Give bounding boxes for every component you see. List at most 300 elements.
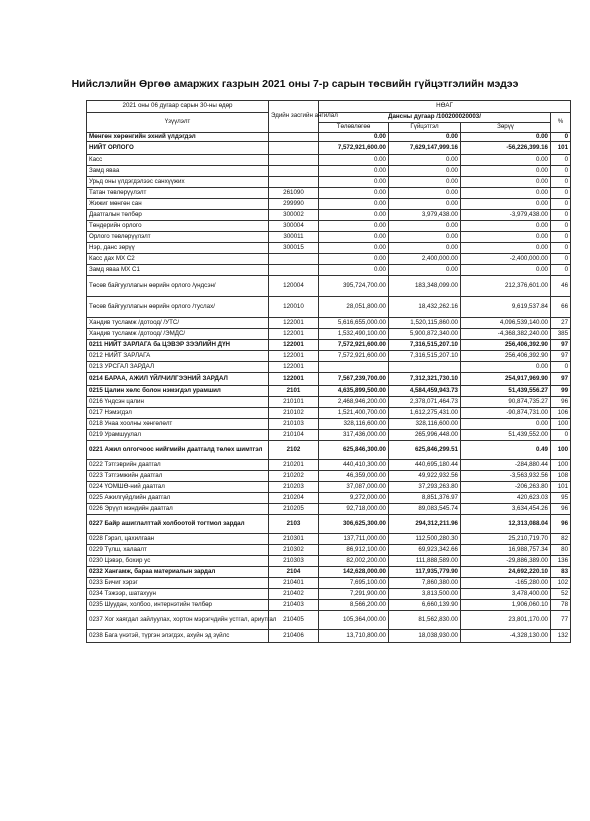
row-name: Орлого төвлөрүүлэлт: [87, 232, 269, 243]
row-diff: 24,692,220.10: [461, 567, 551, 578]
row-actual: 3,979,438.00: [389, 210, 461, 221]
row-pct: 385: [551, 329, 571, 340]
row-plan: 105,364,000.00: [319, 611, 389, 630]
row-code: 300004: [269, 221, 319, 232]
row-code: [269, 142, 319, 155]
row-name: Мөнгөн хөрөнгийн эхний үлдэгдэл: [87, 133, 269, 142]
table-row: [87, 188, 571, 199]
table-row: [87, 386, 571, 397]
row-plan: 7,572,921,600.00: [319, 340, 389, 351]
row-pct: 0: [551, 177, 571, 188]
account-header: Дансны дугаар /100200020003/: [319, 113, 551, 123]
row-pct: 97: [551, 373, 571, 386]
row-diff: 0.00: [461, 188, 551, 199]
row-plan: 0.00: [319, 155, 389, 166]
total-header: НӨАГ: [319, 101, 571, 113]
row-actual: 117,935,779.90: [389, 567, 461, 578]
table-row: [87, 177, 571, 188]
table-row: [87, 232, 571, 243]
row-code: 210405: [269, 611, 319, 630]
row-diff: 0.00: [461, 419, 551, 430]
row-plan: 0.00: [319, 243, 389, 254]
row-actual: 6,660,139.90: [389, 600, 461, 611]
row-code: 210402: [269, 589, 319, 600]
row-name: 0223 Тэтгэмжийн даатгал: [87, 471, 269, 482]
row-diff: 3,478,400.00: [461, 589, 551, 600]
row-code: 300015: [269, 243, 319, 254]
row-diff: 3,634,454.26: [461, 504, 551, 515]
code-header: Эдийн засгийн ангилал: [269, 101, 319, 133]
row-plan: 137,711,000.00: [319, 534, 389, 545]
row-plan: 0.00: [319, 166, 389, 177]
row-plan: [319, 362, 389, 373]
row-actual: 3,813,500.00: [389, 589, 461, 600]
row-name: Нэр, данс зөрүү: [87, 243, 269, 254]
row-actual: 7,629,147,999.16: [389, 142, 461, 155]
row-pct: 108: [551, 471, 571, 482]
table-row: [87, 578, 571, 589]
row-diff: 51,439,556.27: [461, 386, 551, 397]
row-plan: 142,628,000.00: [319, 567, 389, 578]
row-diff: -206,263.80: [461, 482, 551, 493]
row-actual: 0.00: [389, 243, 461, 254]
row-name: 0233 Бичиг хэрэг: [87, 578, 269, 589]
row-code: [269, 177, 319, 188]
row-plan: 625,846,300.00: [319, 441, 389, 460]
row-diff: 9,619,537.84: [461, 297, 551, 318]
row-pct: 102: [551, 578, 571, 589]
table-row: [87, 142, 571, 155]
row-plan: 37,087,000.00: [319, 482, 389, 493]
row-pct: 80: [551, 545, 571, 556]
row-code: 210204: [269, 493, 319, 504]
row-actual: 0.00: [389, 133, 461, 142]
row-plan: 7,291,900.00: [319, 589, 389, 600]
row-diff: -3,563,932.56: [461, 471, 551, 482]
row-pct: 96: [551, 397, 571, 408]
row-code: 122001: [269, 351, 319, 362]
row-code: 210205: [269, 504, 319, 515]
row-pct: 0: [551, 362, 571, 373]
row-pct: 0: [551, 254, 571, 265]
row-pct: 0: [551, 210, 571, 221]
row-code: 300002: [269, 210, 319, 221]
row-diff: -3,979,438.00: [461, 210, 551, 221]
table-row: [87, 276, 571, 297]
row-actual: 49,922,932.56: [389, 471, 461, 482]
row-plan: 0.00: [319, 221, 389, 232]
row-diff: 51,439,552.00: [461, 430, 551, 441]
row-diff: 1,906,060.10: [461, 600, 551, 611]
row-name: 0211 НИЙТ ЗАРЛАГА ба ЦЭВЭР ЗЭЭЛИЙН ДҮН: [87, 340, 269, 351]
row-pct: 66: [551, 297, 571, 318]
row-name: Хандив тусламж /дотоод/ /УТС/: [87, 318, 269, 329]
row-plan: 7,572,921,600.00: [319, 142, 389, 155]
row-actual: 2,378,071,464.73: [389, 397, 461, 408]
row-pct: 77: [551, 611, 571, 630]
row-name: 0221 Ажил олгогчоос нийгмийн даатгалд төлөх шимтгэл: [87, 441, 269, 460]
row-actual: 440,695,180.44: [389, 460, 461, 471]
row-pct: 78: [551, 600, 571, 611]
row-code: 122001: [269, 373, 319, 386]
table-row: [87, 460, 571, 471]
row-plan: 28,051,800.00: [319, 297, 389, 318]
row-name: Даатгалын төлбөр: [87, 210, 269, 221]
row-plan: 1,532,490,100.00: [319, 329, 389, 340]
table-row: [87, 493, 571, 504]
row-actual: 2,400,000.00: [389, 254, 461, 265]
table-row: [87, 373, 571, 386]
row-plan: 0.00: [319, 188, 389, 199]
row-plan: 46,359,000.00: [319, 471, 389, 482]
row-plan: 13,710,800.00: [319, 630, 389, 643]
row-diff: -90,874,731.00: [461, 408, 551, 419]
row-code: 210101: [269, 397, 319, 408]
row-actual: 0.00: [389, 232, 461, 243]
row-name: Замд явaa МХ С1: [87, 265, 269, 276]
row-plan: 0.00: [319, 177, 389, 188]
row-diff: -29,886,389.00: [461, 556, 551, 567]
row-name: 0227 Байр ашиглалттай холбоотой тогтмол зардал: [87, 515, 269, 534]
row-plan: 0.00: [319, 210, 389, 221]
diff-header: Зөрүү: [461, 123, 551, 133]
row-diff: 0.00: [461, 133, 551, 142]
row-code: 261090: [269, 188, 319, 199]
row-diff: 23,801,170.00: [461, 611, 551, 630]
table-row: [87, 243, 571, 254]
row-pct: 95: [551, 493, 571, 504]
plan-header: Төлөвлөгөө: [319, 123, 389, 133]
table-row: [87, 329, 571, 340]
row-name: Жижиг мөнгөн сан: [87, 199, 269, 210]
table-row: [87, 589, 571, 600]
row-name: 0212 НИЙТ ЗАРЛАГА: [87, 351, 269, 362]
row-actual: 111,888,589.00: [389, 556, 461, 567]
row-actual: 328,116,600.00: [389, 419, 461, 430]
row-code: 210203: [269, 482, 319, 493]
row-name: Төсөв байгууллагын өөрийн орлого /үндсэн/: [87, 276, 269, 297]
row-plan: 0.00: [319, 199, 389, 210]
row-name: НИЙТ ОРЛОГО: [87, 142, 269, 155]
row-pct: 0: [551, 188, 571, 199]
table-row: [87, 155, 571, 166]
row-plan: 7,567,239,700.00: [319, 373, 389, 386]
row-diff: 0.49: [461, 441, 551, 460]
row-actual: 265,996,448.00: [389, 430, 461, 441]
row-diff: -4,328,130.00: [461, 630, 551, 643]
row-actual: 112,500,280.30: [389, 534, 461, 545]
row-plan: 1,521,400,700.00: [319, 408, 389, 419]
row-pct: 100: [551, 441, 571, 460]
row-code: 120010: [269, 297, 319, 318]
row-plan: 0.00: [319, 133, 389, 142]
row-diff: -4,368,382,240.00: [461, 329, 551, 340]
table-row: [87, 471, 571, 482]
row-code: [269, 166, 319, 177]
table-row: [87, 567, 571, 578]
row-code: 300011: [269, 232, 319, 243]
row-code: 210401: [269, 578, 319, 589]
row-name: Татан төвлөрүүлэлт: [87, 188, 269, 199]
row-diff: 212,376,601.00: [461, 276, 551, 297]
row-code: 210102: [269, 408, 319, 419]
row-diff: 12,313,088.04: [461, 515, 551, 534]
row-plan: 395,724,700.00: [319, 276, 389, 297]
table-row: [87, 430, 571, 441]
row-code: 122001: [269, 340, 319, 351]
budget-table: [86, 100, 571, 643]
row-pct: 136: [551, 556, 571, 567]
table-row: [87, 600, 571, 611]
row-plan: 0.00: [319, 232, 389, 243]
row-actual: 4,584,459,943.73: [389, 386, 461, 397]
row-pct: 27: [551, 318, 571, 329]
table-row: [87, 210, 571, 221]
row-plan: 0.00: [319, 254, 389, 265]
row-name: Урьд оны үлдэгдэлээс санхүүжих: [87, 177, 269, 188]
row-name: 0218 Унаа хоолны хөнгөлөлт: [87, 419, 269, 430]
row-diff: -165,280.00: [461, 578, 551, 589]
row-diff: 0.00: [461, 155, 551, 166]
table-row: [87, 408, 571, 419]
row-actual: 7,860,380.00: [389, 578, 461, 589]
table-row: [87, 351, 571, 362]
row-diff: 0.00: [461, 199, 551, 210]
pct-header: %: [551, 113, 571, 133]
row-actual: 0.00: [389, 221, 461, 232]
row-plan: 328,116,600.00: [319, 419, 389, 430]
row-code: 122001: [269, 318, 319, 329]
row-code: 210104: [269, 430, 319, 441]
row-code: [269, 265, 319, 276]
table-row: [87, 545, 571, 556]
row-diff: 256,406,392.90: [461, 340, 551, 351]
table-row: [87, 419, 571, 430]
row-pct: 46: [551, 276, 571, 297]
row-actual: 1,612,275,431.00: [389, 408, 461, 419]
row-pct: 132: [551, 630, 571, 643]
row-name: 0214 БАРАА, АЖИЛ ҮЙЛЧИЛГЭЭНИЙ ЗАРДАЛ: [87, 373, 269, 386]
table-row: [87, 340, 571, 351]
row-name: 0229 Түлш, халаалт: [87, 545, 269, 556]
date-header: 2021 оны 06 дугаар сарын 30-ны өдөр: [87, 101, 269, 113]
row-diff: 90,874,735.27: [461, 397, 551, 408]
row-name: 0230 Цэвэр, бохир ус: [87, 556, 269, 567]
row-diff: 0.00: [461, 166, 551, 177]
row-code: 120004: [269, 276, 319, 297]
row-pct: 0: [551, 199, 571, 210]
row-plan: 317,436,000.00: [319, 430, 389, 441]
row-actual: 5,900,872,340.00: [389, 329, 461, 340]
row-name: 0228 Гэрэл, цахилгаан: [87, 534, 269, 545]
row-diff: 0.00: [461, 243, 551, 254]
table-row: [87, 221, 571, 232]
row-code: [269, 155, 319, 166]
row-name: 0224 ҮОМШӨ-ний даатгал: [87, 482, 269, 493]
row-plan: 440,410,300.00: [319, 460, 389, 471]
row-plan: 5,616,655,000.00: [319, 318, 389, 329]
row-name: Хандив тусламж /дотоод/ /ЭМДС/: [87, 329, 269, 340]
row-diff: 16,988,757.34: [461, 545, 551, 556]
row-pct: 0: [551, 221, 571, 232]
row-code: 2104: [269, 567, 319, 578]
row-pct: 99: [551, 386, 571, 397]
table-row: [87, 254, 571, 265]
row-name: 0225 Ажилгүйдлийн даатгал: [87, 493, 269, 504]
row-code: 210301: [269, 534, 319, 545]
row-actual: 81,562,830.00: [389, 611, 461, 630]
row-name: Замд явaa: [87, 166, 269, 177]
row-code: 210403: [269, 600, 319, 611]
row-actual: [389, 362, 461, 373]
row-pct: 82: [551, 534, 571, 545]
row-actual: 0.00: [389, 166, 461, 177]
row-plan: 8,566,200.00: [319, 600, 389, 611]
row-code: 210103: [269, 419, 319, 430]
row-diff: 256,406,392.90: [461, 351, 551, 362]
row-code: 210201: [269, 460, 319, 471]
row-pct: 97: [551, 340, 571, 351]
row-name: 0215 Цалин хөлс болон нэмэгдэл урамшил: [87, 386, 269, 397]
row-actual: 18,432,262.16: [389, 297, 461, 318]
row-diff: 0.00: [461, 362, 551, 373]
row-plan: 306,625,300.00: [319, 515, 389, 534]
row-code: 2102: [269, 441, 319, 460]
row-actual: 89,083,545.74: [389, 504, 461, 515]
row-actual: 37,293,263.80: [389, 482, 461, 493]
indicator-header: Үзүүлэлт: [87, 113, 269, 133]
row-code: [269, 133, 319, 142]
row-code: 122001: [269, 362, 319, 373]
row-name: 0235 Шуудан, холбоо, интернэтийн төлбөр: [87, 600, 269, 611]
row-plan: 9,272,000.00: [319, 493, 389, 504]
row-diff: -2,400,000.00: [461, 254, 551, 265]
row-diff: -56,226,399.16: [461, 142, 551, 155]
table-row: [87, 362, 571, 373]
row-plan: 82,002,200.00: [319, 556, 389, 567]
table-row: [87, 534, 571, 545]
row-diff: 0.00: [461, 265, 551, 276]
row-actual: 294,312,211.96: [389, 515, 461, 534]
row-code: 210302: [269, 545, 319, 556]
table-row: [87, 441, 571, 460]
row-pct: 96: [551, 515, 571, 534]
row-name: Касс дах МХ С2: [87, 254, 269, 265]
row-plan: 92,718,000.00: [319, 504, 389, 515]
row-name: 0222 Тэтгэврийн даатгал: [87, 460, 269, 471]
row-actual: 7,316,515,207.10: [389, 340, 461, 351]
row-actual: 8,851,376.97: [389, 493, 461, 504]
table-row: [87, 297, 571, 318]
row-plan: 7,695,100.00: [319, 578, 389, 589]
row-pct: 101: [551, 142, 571, 155]
row-diff: -284,880.44: [461, 460, 551, 471]
row-name: 0219 Урамшуулал: [87, 430, 269, 441]
table-row: [87, 318, 571, 329]
row-code: 210303: [269, 556, 319, 567]
row-code: 2101: [269, 386, 319, 397]
row-name: 0237 Хог хаягдал зайлуулах, хортон мэрэгчдийн устгал, ариутгал: [87, 611, 269, 630]
row-diff: 0.00: [461, 232, 551, 243]
row-actual: 18,038,930.00: [389, 630, 461, 643]
row-actual: 0.00: [389, 188, 461, 199]
table-row: [87, 482, 571, 493]
row-pct: 0: [551, 166, 571, 177]
row-actual: 0.00: [389, 155, 461, 166]
row-pct: 0: [551, 430, 571, 441]
row-pct: 0: [551, 265, 571, 276]
table-row: [87, 133, 571, 142]
table-row: [87, 515, 571, 534]
row-diff: 4,096,539,140.00: [461, 318, 551, 329]
row-code: 210406: [269, 630, 319, 643]
table-row: [87, 504, 571, 515]
row-name: 0213 УРСГАЛ ЗАРДАЛ: [87, 362, 269, 373]
row-pct: 106: [551, 408, 571, 419]
row-pct: 0: [551, 133, 571, 142]
row-actual: 183,348,099.00: [389, 276, 461, 297]
row-diff: 0.00: [461, 177, 551, 188]
row-pct: 101: [551, 482, 571, 493]
row-name: 0226 Эрүүл мэндийн даатгал: [87, 504, 269, 515]
row-actual: 1,520,115,860.00: [389, 318, 461, 329]
row-pct: 100: [551, 460, 571, 471]
row-actual: 625,846,299.51: [389, 441, 461, 460]
row-actual: 0.00: [389, 265, 461, 276]
row-pct: 96: [551, 504, 571, 515]
actual-header: Гүйцэтгэл: [389, 123, 461, 133]
row-code: 2103: [269, 515, 319, 534]
row-name: Төсөв байгууллагын өөрийн орлого /туслах/: [87, 297, 269, 318]
row-name: 0234 Тэжээр, шатахуун: [87, 589, 269, 600]
row-actual: 7,312,321,730.10: [389, 373, 461, 386]
row-actual: 0.00: [389, 177, 461, 188]
row-name: Касс: [87, 155, 269, 166]
table-row: [87, 611, 571, 630]
row-code: 122001: [269, 329, 319, 340]
table-body: [87, 133, 571, 643]
table-row: [87, 556, 571, 567]
row-plan: 0.00: [319, 265, 389, 276]
row-plan: 2,468,946,200.00: [319, 397, 389, 408]
row-pct: 52: [551, 589, 571, 600]
row-name: 0216 Үндсэн цалин: [87, 397, 269, 408]
row-plan: 4,635,899,500.00: [319, 386, 389, 397]
table-row: [87, 397, 571, 408]
row-diff: 420,623.03: [461, 493, 551, 504]
row-code: 299990: [269, 199, 319, 210]
row-plan: 7,572,921,600.00: [319, 351, 389, 362]
row-name: 0232 Хангамж, бараа материалын зардал: [87, 567, 269, 578]
row-name: 0217 Нэмэгдэл: [87, 408, 269, 419]
row-pct: 100: [551, 419, 571, 430]
row-diff: 0.00: [461, 221, 551, 232]
row-pct: 0: [551, 232, 571, 243]
table-row: [87, 199, 571, 210]
row-code: 210202: [269, 471, 319, 482]
row-diff: 254,917,969.90: [461, 373, 551, 386]
table-row: [87, 630, 571, 643]
row-actual: 0.00: [389, 199, 461, 210]
row-actual: 7,316,515,207.10: [389, 351, 461, 362]
row-pct: 83: [551, 567, 571, 578]
row-plan: 86,912,100.00: [319, 545, 389, 556]
page-title: Нийслэлийн Өргөө амаржих газрын 2021 оны 7-р сарын төсвийн гүйцэтгэлийн мэдээ: [71, 78, 519, 90]
row-actual: 69,923,342.66: [389, 545, 461, 556]
row-pct: 0: [551, 243, 571, 254]
row-diff: 25,210,719.70: [461, 534, 551, 545]
table-row: [87, 166, 571, 177]
